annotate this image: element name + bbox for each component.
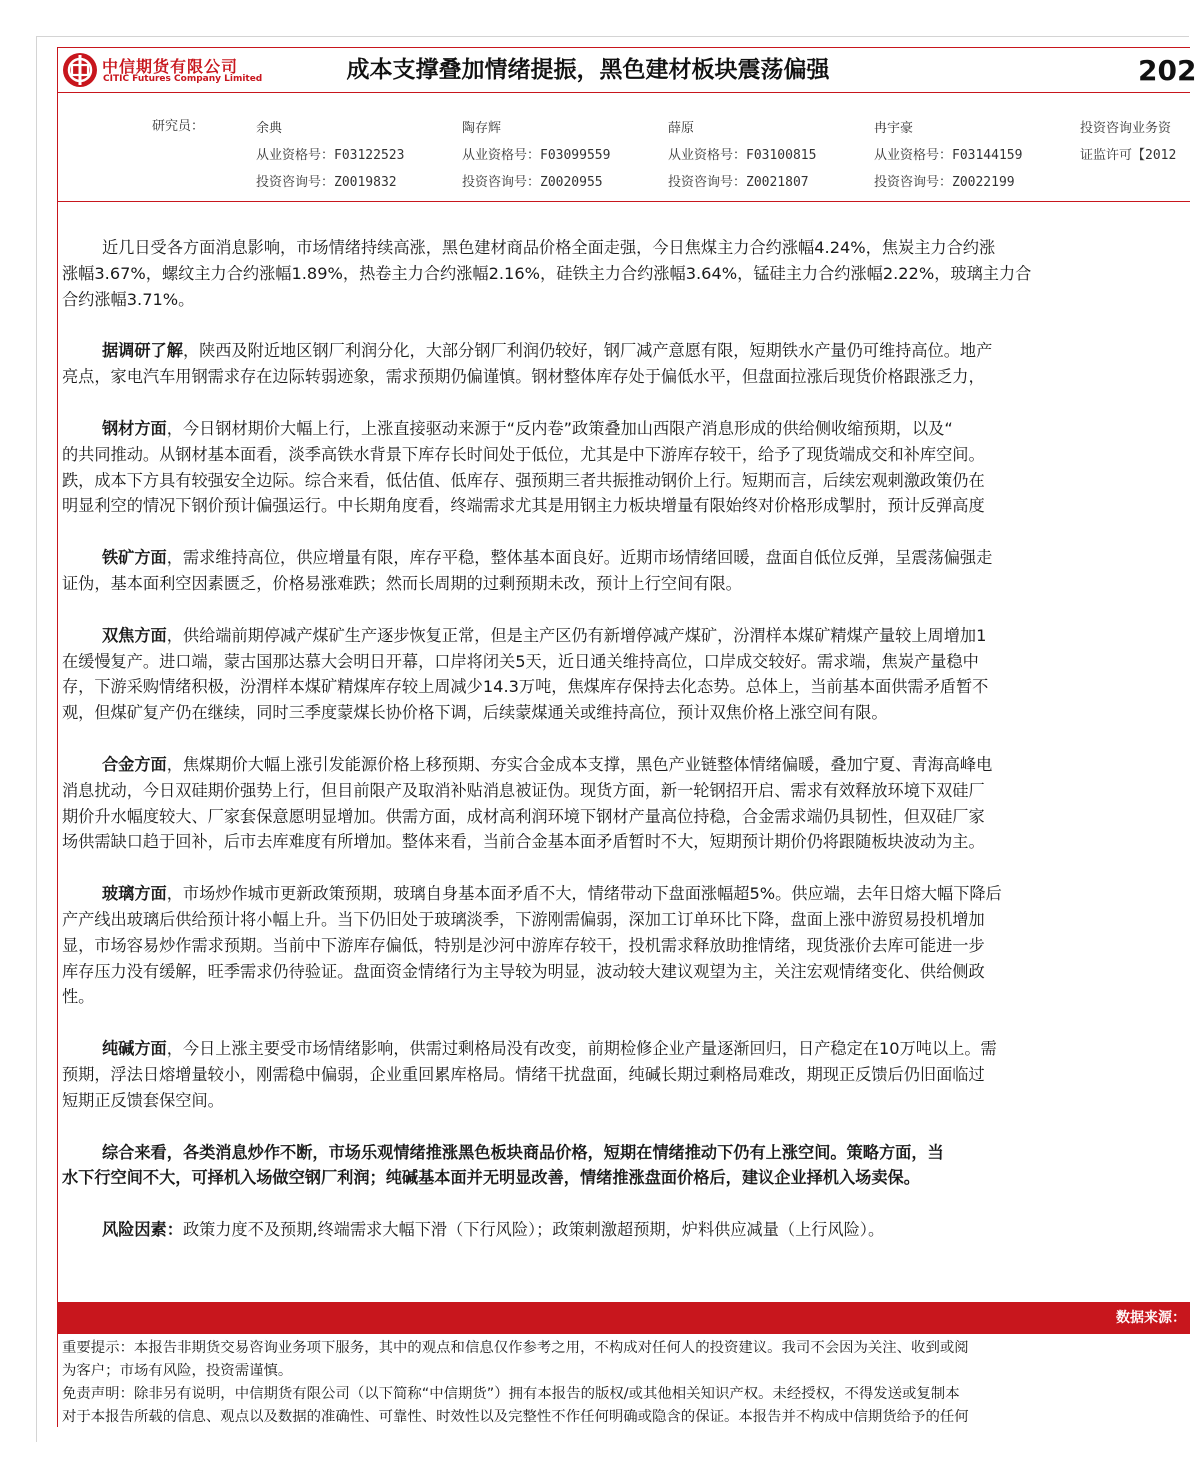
text-run: ，焦煤期价大幅上涨引发能源价格上移预期、夯实合金成本支撑，黑色产业链整体情绪偏暖，叠加宁夏、青海高峰电 bbox=[166, 754, 993, 774]
text-line: 证伪，基本面利空因素匮乏，价格易涨难跌；然而长周期的过剩预期未改，预计上行空间有限。 bbox=[62, 573, 742, 593]
company-logo bbox=[62, 52, 262, 88]
paragraph-coking-coal bbox=[62, 623, 1190, 726]
consult-number: 投资咨询号：Z0019832 bbox=[256, 175, 397, 190]
paragraph-lead: 风险因素： bbox=[102, 1220, 183, 1240]
text-line bbox=[62, 545, 1190, 571]
text-line: 水下行空间不大，可择机入场做空钢厂利润；纯碱基本面并无明显改善，情绪推涨盘面价格后，建议企业择机入场卖保。 bbox=[62, 1168, 920, 1188]
paragraph-risk-factors bbox=[62, 1217, 1190, 1243]
paragraph-soda-ash bbox=[62, 1036, 1190, 1113]
text-line: 在缓慢复产。进口端，蒙古国那达慕大会明日开幕，口岸将闭关5天，近日通关维持高位，口岸成交较好。需求端，焦炭产量稳中 bbox=[62, 651, 979, 671]
text-run: ，今日上涨主要受市场情绪影响，供需过剩格局没有改变，前期检修企业产量逐渐回归，日产稳定在10万吨以上。需 bbox=[166, 1039, 997, 1059]
text-line: 消息扰动，今日双硅期价强势上行，但目前限产及取消补贴消息被证伪。现货方面，新一轮钢招开启、需求有效释放环境下双硅厂 bbox=[62, 780, 985, 800]
consult-number: 投资咨询号：Z0021807 bbox=[668, 175, 809, 190]
consult-number: 投资咨询号：Z0020955 bbox=[462, 175, 603, 190]
paragraph-steel bbox=[62, 416, 1190, 519]
text-line: 合约涨幅3.71%。 bbox=[62, 289, 195, 309]
paragraph-alloy bbox=[62, 752, 1190, 855]
report-body bbox=[62, 235, 1190, 1269]
text-run: ，今日钢材期价大幅上行，上涨直接驱动来源于“反内卷”政策叠加山西限产消息形成的供给侧收缩预期，以及“ bbox=[166, 418, 953, 438]
paragraph-lead: 玻璃方面 bbox=[102, 884, 167, 904]
text-run: ，供给端前期停减产煤矿生产逐步恢复正常，但是主产区仍有新增停减产煤矿，汾渭样本煤矿精煤产量较上周增加1 bbox=[166, 625, 987, 645]
paragraph-lead: 钢材方面 bbox=[102, 418, 167, 438]
report-sheet bbox=[36, 36, 1196, 1442]
text-run: 政策力度不及预期,终端需求大幅下滑（下行风险）；政策刺激超预期，炉料供应减量（上行风险）。 bbox=[182, 1220, 885, 1240]
researcher-3 bbox=[668, 115, 816, 196]
report-date: 202 bbox=[1138, 54, 1196, 87]
researcher-2 bbox=[462, 115, 610, 196]
text-line: 存，下游采购情绪积极，汾渭样本煤矿精煤库存较上周减少14.3万吨，焦煤库存保持去化态势。总体上，当前基本面供需矛盾暂不 bbox=[62, 677, 989, 697]
researcher-block bbox=[58, 93, 1190, 202]
text-line: 涨幅3.67%，螺纹主力合约涨幅1.89%，热卷主力合约涨幅2.16%，硅铁主力合约涨幅3.64%，锰硅主力合约涨幅2.22%，玻璃主力合 bbox=[62, 263, 1032, 283]
researcher-4 bbox=[874, 115, 1022, 196]
report-frame bbox=[57, 47, 1196, 1427]
text-line: 观，但煤矿复产仍在继续，同时三季度蒙煤长协价格下调，后续蒙煤通关或维持高位，预计双焦价格上涨空间有限。 bbox=[62, 703, 888, 723]
paragraph-lead: 纯碱方面 bbox=[102, 1039, 167, 1059]
text-line: 库存压力没有缓解，旺季需求仍待验证。盘面资金情绪行为主导较为明显，波动较大建议观望为主，关注宏观情绪变化、供给侧政 bbox=[62, 961, 985, 981]
consult-number: 投资咨询号：Z0022199 bbox=[874, 175, 1015, 190]
text-line: 综合来看，各类消息炒作不断，市场乐观情绪推涨黑色板块商品价格，短期在情绪推动下仍有上涨空间。策略方面，当 bbox=[102, 1142, 944, 1162]
text-line: 明显利空的情况下钢价预计偏强运行。中长期角度看，终端需求尤其是用钢主力板块增量有限始终对价格形成掣肘，预计反弹高度 bbox=[62, 496, 985, 516]
text-line: 的共同推动。从钢材基本面看，淡季高铁水背景下库存长时间处于低位，尤其是中下游库存较干，给予了现货端成交和补库空间。 bbox=[62, 444, 985, 464]
data-source-label: 数据来源： bbox=[1116, 1310, 1186, 1326]
qualification-number: 从业资格号：F03099559 bbox=[462, 148, 611, 163]
text-line bbox=[62, 881, 1190, 907]
text-line bbox=[62, 416, 1190, 442]
paragraph-iron-ore bbox=[62, 545, 1190, 597]
text-line: 显，市场容易炒作需求预期。当前中下游库存偏低，特别是沙河中游库存较干，投机需求释放助推情绪，现货涨价去库可能进一步 bbox=[62, 935, 985, 955]
text-line bbox=[62, 623, 1190, 649]
report-title: 成本支撑叠加情绪提振，黑色建材板块震荡偏强 bbox=[346, 57, 830, 83]
text-line: 短期正反馈套保空间。 bbox=[62, 1090, 224, 1110]
disclaimer-line: 重要提示：本报告非期货交易咨询业务项下服务，其中的观点和信息仅作参考之用，不构成对任何人的投资建议。我司不会因为关注、收到或阅 bbox=[62, 1340, 969, 1356]
researcher-label: 研究员： bbox=[152, 119, 205, 134]
researcher-name: 冉宇豪 bbox=[874, 121, 914, 136]
text-line: 性。 bbox=[62, 987, 95, 1007]
qualification-number: 从业资格号：F03144159 bbox=[874, 148, 1023, 163]
text-line: 近几日受各方面消息影响，市场情绪持续高涨，黑色建材商品价格全面走强，今日焦煤主力合约涨幅4.24%，焦炭主力合约涨 bbox=[102, 238, 996, 257]
citic-logo-icon bbox=[62, 52, 98, 88]
paragraph-lead: 合金方面 bbox=[102, 754, 167, 774]
paragraph-lead: 铁矿方面 bbox=[102, 548, 167, 568]
researcher-1 bbox=[256, 115, 404, 196]
text-line: 亮点，家电汽车用钢需求存在边际转弱迹象，需求预期仍偏谨慎。钢材整体库存处于偏低水平，但盘面拉涨后现货价格跟涨乏力， bbox=[62, 367, 985, 387]
text-line bbox=[62, 1217, 1190, 1243]
researcher-name: 陶存辉 bbox=[462, 121, 502, 136]
text-line bbox=[62, 1036, 1190, 1062]
disclaimer-line: 对于本报告所载的信息、观点以及数据的准确性、可靠性、时效性以及完整性不作任何明确或隐含的保证。本报告并不构成中信期货给予的任何 bbox=[62, 1409, 969, 1425]
disclaimer-line: 为客户；市场有风险，投资需谨慎。 bbox=[62, 1363, 293, 1379]
text-line: 场供需缺口趋于回补，后市去库难度有所增加。整体来看，当前合金基本面矛盾暂时不大，短期预计期价仍将跟随板块波动为主。 bbox=[62, 832, 985, 852]
license-info bbox=[1080, 115, 1176, 169]
report-header bbox=[58, 47, 1196, 93]
paragraph-summary bbox=[62, 1140, 1190, 1192]
paragraph-glass bbox=[62, 881, 1190, 1010]
text-line: 预期，浮法日熔增量较小，刚需稳中偏弱，企业重回累库格局。情绪干扰盘面，纯碱长期过剩格局难改，期现正反馈后仍旧面临过 bbox=[62, 1064, 985, 1084]
paragraph-lead: 双焦方面 bbox=[102, 625, 167, 645]
paragraph-survey bbox=[62, 338, 1190, 390]
paragraph-lead: 据调研了解 bbox=[102, 341, 183, 361]
license-line: 投资咨询业务资 bbox=[1080, 121, 1172, 136]
text-run: ，需求维持高位，供应增量有限，库存平稳，整体基本面良好。近期市场情绪回暖，盘面自低位反弹，呈震荡偏强走 bbox=[166, 548, 993, 568]
researcher-name: 余典 bbox=[256, 121, 283, 136]
data-source-bar bbox=[58, 1302, 1190, 1334]
qualification-number: 从业资格号：F03100815 bbox=[668, 148, 817, 163]
text-line bbox=[62, 752, 1190, 778]
qualification-number: 从业资格号：F03122523 bbox=[256, 148, 405, 163]
logo-chinese-name: 中信期货有限公司 bbox=[102, 57, 239, 76]
disclaimer-block bbox=[62, 1337, 1190, 1429]
paragraph-market-overview bbox=[62, 235, 1190, 312]
text-line: 跌，成本下方具有较强安全边际。综合来看，低估值、低库存、强预期三者共振推动钢价上行。短期而言，后续宏观刺激政策仍在 bbox=[62, 470, 985, 490]
logo-english-name: CITIC Futures Company Limited bbox=[103, 74, 263, 84]
researcher-name: 薛原 bbox=[668, 121, 695, 136]
text-line: 期价升水幅度较大、厂家套保意愿明显增加。供需方面，成材高利润环境下钢材产量高位持稳，合金需求端仍具韧性，但双硅厂家 bbox=[62, 806, 985, 826]
disclaimer-line: 免责声明：除非另有说明，中信期货有限公司（以下简称“中信期货”）拥有本报告的版权/或其他相关知识产权。未经授权，不得发送或复制本 bbox=[62, 1386, 960, 1402]
text-line: 产产线出玻璃后供给预计将小幅上升。当下仍旧处于玻璃淡季，下游刚需偏弱，深加工订单环比下降，盘面上涨中游贸易投机增加 bbox=[62, 909, 985, 929]
text-run: ，市场炒作城市更新政策预期，玻璃自身基本面矛盾不大，情绪带动下盘面涨幅超5%。供应端，去年日熔大幅下降后 bbox=[166, 884, 1002, 904]
license-line: 证监许可【2012 bbox=[1080, 148, 1177, 163]
text-line bbox=[62, 338, 1190, 364]
text-run: ，陕西及附近地区钢厂利润分化，大部分钢厂利润仍较好，钢厂减产意愿有限，短期铁水产量仍可维持高位。地产 bbox=[182, 341, 993, 361]
